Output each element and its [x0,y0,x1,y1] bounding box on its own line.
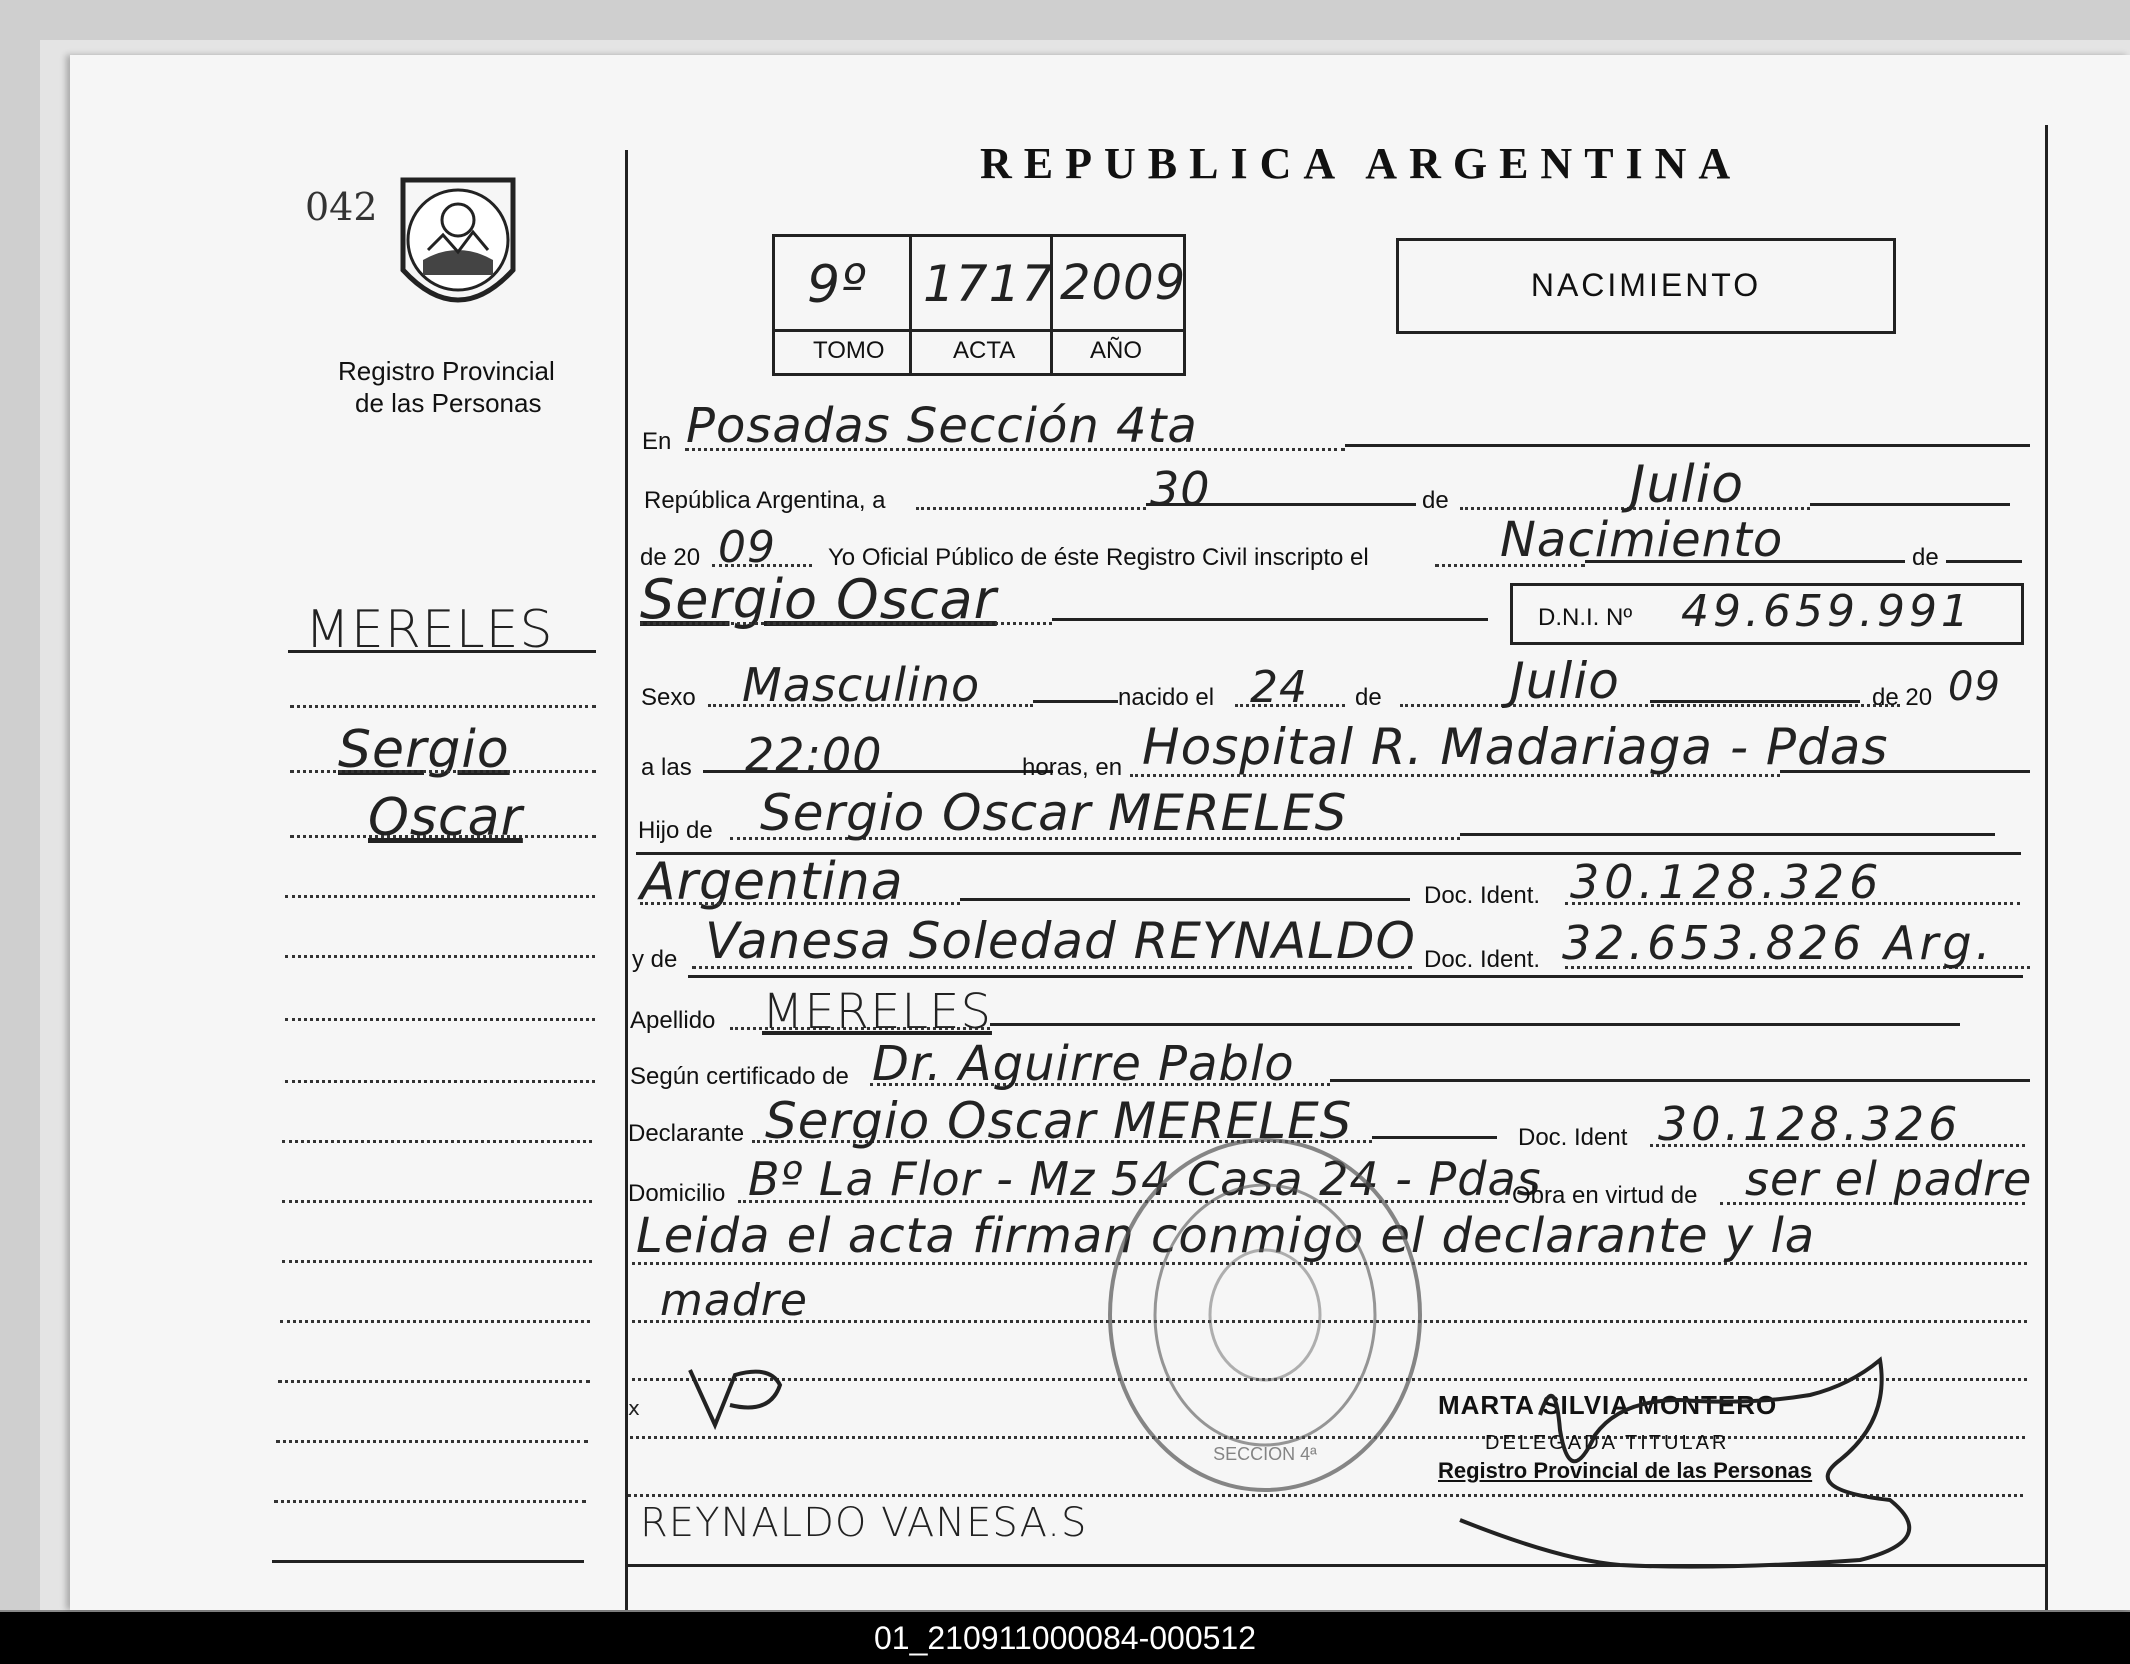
horas-label: horas, en [1022,754,1123,781]
official-name: MARTA SILVIA MONTERO [1438,1390,1778,1420]
segun-label: Según certificado de [630,1063,849,1090]
doc2-label: Doc. Ident. [1424,946,1541,973]
nacido-year: 09 [1948,664,2001,710]
field-line [1650,700,1860,703]
field-line [990,1023,1960,1026]
margin-line [282,1260,592,1263]
doc3-label: Doc. Ident [1518,1124,1628,1151]
sexo-label: Sexo [641,684,696,711]
doc-label: Doc. Ident. [1424,882,1541,909]
dni-value: 49.659.991 [1681,586,1973,637]
field-line [1946,560,2022,563]
margin-line [290,705,596,708]
leida-line2: madre [660,1275,808,1326]
margin-line [285,1018,595,1021]
stamp-section: SECCION 4ª [1213,1444,1317,1464]
margin-given1: Sergio [338,720,510,780]
margin-line [282,1200,592,1203]
official-signature-block [1420,1340,2020,1600]
margin-line [274,1500,586,1503]
margin-line [290,770,596,773]
anio-label: AÑO [1090,337,1143,364]
registry-name-line2: de las Personas [355,388,542,418]
record-id-table [772,234,1186,376]
father-value: Sergio Oscar MERELES [760,784,1348,842]
margin-given2: Oscar [368,788,523,848]
oficial-label: Yo Oficial Público de éste Registro Civil inscripto el [828,544,1369,571]
name-value: Sergio Oscar [640,568,997,631]
anio-value: 2009 [1060,255,1187,311]
record-type-box [1396,238,1896,334]
apellido-label: Apellido [630,1007,716,1034]
dni-box [1510,583,2024,645]
tomo-value: 9º [807,255,867,315]
field-line [640,902,960,905]
de20-label: de 20 [640,544,701,571]
de-label: de [1422,487,1449,514]
footer-filename: 01_210911000084-000512 [873,1620,1256,1656]
margin-line [280,1320,590,1323]
mother-value: Vanesa Soledad REYNALDO [705,912,1416,970]
apellido-value: MERELES [762,984,992,1040]
en-value: Posadas Sección 4ta [686,398,1198,454]
leida-line1: Leida el acta firman conmigo el declarante y la [636,1208,1816,1264]
time-value: 22:00 [745,728,883,782]
day-value: 30 [1150,462,1211,516]
field-line [1460,833,1995,836]
declarant-signature [620,1345,800,1435]
official-stamp [1100,1130,1430,1500]
mother-signature: REYNALDO VANESA.S [640,1500,1088,1546]
dni-label: D.N.I. Nº [1538,604,1633,631]
domicilio-value: Bº La Flor - Mz 54 Casa 24 - Pdas [748,1152,1542,1206]
official-office: Registro Provincial de las Personas [1438,1458,1813,1483]
rep-label: República Argentina, a [644,487,886,514]
field-line [1345,444,2030,447]
field-line [1810,503,2010,506]
margin-line [276,1440,588,1443]
margin-line [278,1380,590,1383]
father-nationality: Argentina [640,852,904,912]
declarante-doc: 30.128.326 [1658,1097,1962,1151]
place-value: Hospital R. Madariaga - Pdas [1142,718,1889,776]
province-seal [383,160,533,330]
country-title: REPUBLICA ARGENTINA [980,139,1743,188]
father-doc: 30.128.326 [1570,855,1884,909]
field-line [640,622,1052,625]
margin-line [272,1560,584,1563]
sexo-value: Masculino [742,658,981,712]
svg-text:x: x [628,1396,640,1420]
year-value: 09 [718,522,776,573]
yde-label: y de [632,946,678,973]
field-line [688,975,2023,978]
frame-right-line [2045,125,2048,1610]
de20b-label: de 20 [1872,684,1933,711]
field-line [1330,1079,2030,1082]
field-line [916,507,1146,510]
margin-line [282,1140,592,1143]
month-value: Julio [1630,455,1745,515]
alas-label: a las [641,754,692,781]
inscripto-value: Nacimiento [1500,512,1784,568]
hijo-label: Hijo de [638,817,713,844]
margin-line [285,955,595,958]
de3-label: de [1355,684,1382,711]
certificado-value: Dr. Aguirre Pablo [872,1036,1295,1092]
acta-value: 1717 [923,255,1055,313]
domicilio-label: Domicilio [628,1180,726,1207]
footer-bar [0,1612,2130,1664]
registry-name-line1: Registro Provincial [338,356,555,386]
acta-label: ACTA [953,337,1016,364]
obra-label: Obra en virtud de [1512,1182,1698,1209]
nacido-day: 24 [1250,662,1308,713]
margin-line [285,895,595,898]
nacido-label: nacido el [1118,684,1215,711]
en-label: En [642,428,672,455]
field-line [1400,704,1900,707]
page-number: 042 [305,185,378,229]
mother-doc: 32.653.826 Arg. [1562,916,1995,970]
declarante-label: Declarante [628,1120,745,1147]
tomo-label: TOMO [813,337,885,364]
field-line [1033,700,1118,703]
de2-label: de [1912,544,1939,571]
margin-line [290,835,596,838]
declarante-value: Sergio Oscar MERELES [765,1092,1353,1150]
margin-surname: MERELES [305,600,554,660]
record-type: NACIMIENTO [1530,267,1762,303]
margin-line [285,1080,595,1083]
field-line [960,898,1410,901]
obra-value: ser el padre [1745,1152,2033,1206]
official-title: DELEGADA TITULAR [1485,1432,1730,1454]
nacido-month: Julio [1510,652,1620,710]
field-line [1052,618,1488,621]
margin-line [288,650,596,653]
